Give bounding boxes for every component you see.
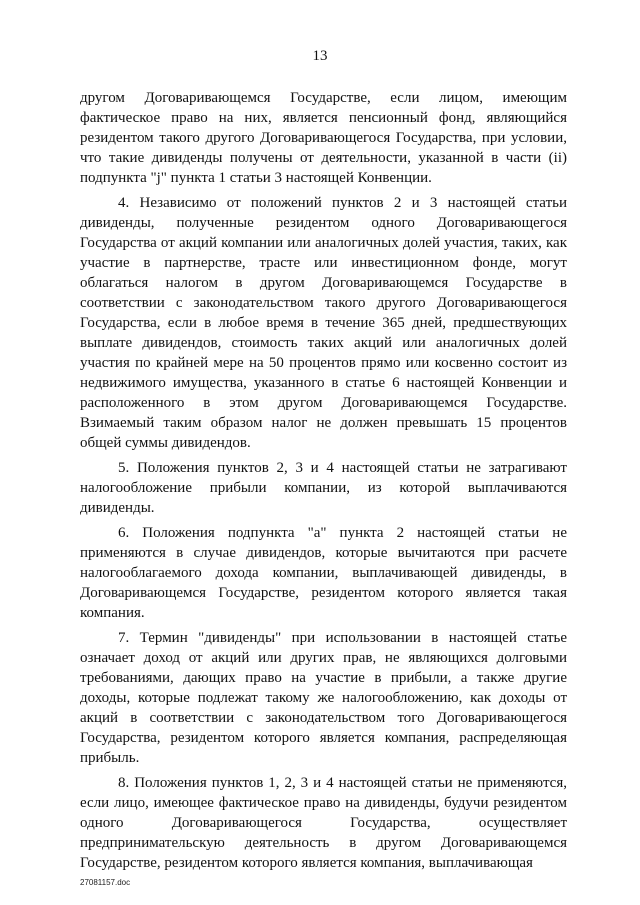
paragraph-continuation: другом Договаривающемся Государстве, если лицом, имеющим фактическое право на них, является пенсионный фонд, являющийся резидентом такого другого Договаривающегося Государства, при условии, что такие дивиденды получены от деятельности, указанной в части (ii) подпункта "j" пункта 1 статьи 3 настоящей Конвенции. [80, 90, 567, 186]
paragraph-8: 8. Положения пунктов 1, 2, 3 и 4 настоящей статьи не применяются, если лицо, имеющее фактическое право на дивиденды, будучи резидентом одного Договаривающегося Государства, осуществляет предпринимательскую деятельность в другом Договаривающемся Государстве, резидентом которого является компания, выплачивающая [80, 775, 567, 871]
paragraph-4: 4. Независимо от положений пунктов 2 и 3 настоящей статьи дивиденды, полученные резидентом одного Договаривающегося Государства от акций компании или аналогичных долей участия, таких, как участие в партнерстве, трасте или инвестиционном фонде, могут облагаться налогом в другом Договаривающемся Государстве в соответствии с законодательством такого другого Договаривающегося Государства, если в любое время в течение 365 дней, предшествующих выплате дивидендов, стоимость таких акций или аналогичных долей участия по крайней мере на 50 процентов прямо или косвенно состоит из недвижимого имущества, указанного в статье 6 настоящей Конвенции и расположенного в этом другом Договаривающемся Государстве. Взимаемый таким образом налог не должен превышать 15 процентов общей суммы дивидендов. [80, 195, 567, 451]
document-body [80, 88, 567, 878]
paragraph-7: 7. Термин "дивиденды" при использовании в настоящей статье означает доход от акций или других прав, не являющихся долговыми требованиями, дающих право на участие в прибыли, а также другие доходы, которые подлежат такому же налогообложению, как доходы от акций в соответствии с законодательством того Договаривающегося Государства, резидентом которого является компания, распределяющая прибыль. [80, 630, 567, 766]
paragraph-5: 5. Положения пунктов 2, 3 и 4 настоящей статьи не затрагивают налогообложение прибыли компании, из которой выплачиваются дивиденды. [80, 460, 567, 516]
paragraph-6: 6. Положения подпункта "a" пункта 2 настоящей статьи не применяются в случае дивидендов, которые вычитаются при расчете налогооблагаемого дохода компании, выплачивающей дивиденды, в Договаривающемся Государстве, резидентом которого является такая компания. [80, 525, 567, 621]
page-number: 13 [312, 48, 328, 64]
document-filename: 27081157.doc [80, 878, 131, 887]
